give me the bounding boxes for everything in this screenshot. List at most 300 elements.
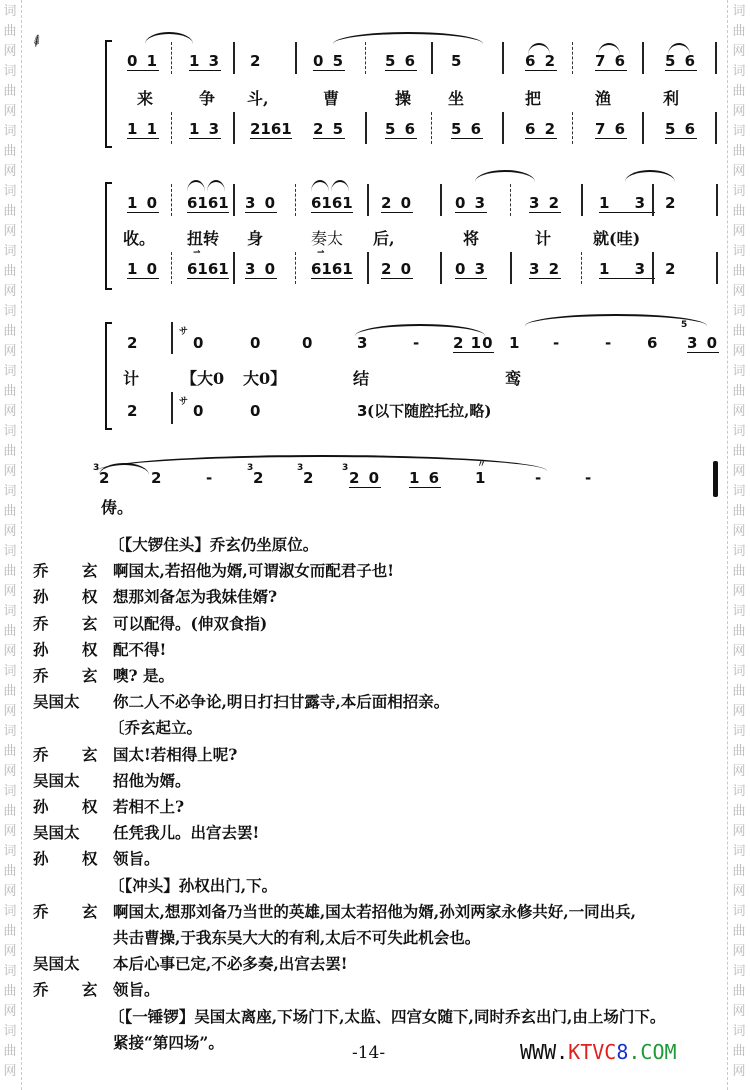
barline <box>502 112 504 144</box>
watermark-char: 曲 <box>3 804 17 819</box>
watermark-char: 网 <box>3 524 17 539</box>
watermark-char: 词 <box>732 1024 746 1039</box>
watermark-char: 词 <box>3 424 17 439</box>
watermark-group <box>0 902 20 962</box>
watermark-char: 词 <box>3 1024 17 1039</box>
watermark-char: 网 <box>732 464 746 479</box>
speaker-name: 孙 权 <box>33 587 112 607</box>
watermark-char: 网 <box>3 1064 17 1079</box>
watermark-group <box>729 422 749 482</box>
watermark-group <box>729 1022 749 1082</box>
lyric: 大0】 <box>243 369 287 388</box>
watermark-char: 词 <box>732 124 746 139</box>
site-suffix: .COM <box>628 1040 677 1064</box>
watermark-group <box>729 722 749 782</box>
watermark-char: 曲 <box>3 264 17 279</box>
voice-note: - <box>413 334 422 352</box>
speaker-name: 孙 权 <box>33 797 112 816</box>
tempo-mark: サ <box>179 327 189 337</box>
accomp-note: 1 1 <box>127 120 160 138</box>
watermark-char: 词 <box>3 484 17 499</box>
watermark-char: 词 <box>732 664 746 679</box>
watermark-char: 网 <box>3 224 17 239</box>
barline <box>365 112 367 144</box>
barline <box>716 184 718 216</box>
watermark-char: 网 <box>3 464 17 479</box>
speech-text: 共击曹操,于我东吴大大的有利,太后不可失此机会也。 <box>113 928 481 947</box>
watermark-char: 曲 <box>3 1044 17 1059</box>
watermark-char: 曲 <box>732 564 746 579</box>
lyric: 就(哇) <box>593 229 641 248</box>
barline <box>233 252 235 284</box>
watermark-group <box>729 302 749 362</box>
barline <box>642 112 644 144</box>
watermark-char: 词 <box>3 304 17 319</box>
barline <box>171 252 172 284</box>
watermark-char: 词 <box>3 904 17 919</box>
watermark-char: 词 <box>732 604 746 619</box>
voice-note: 2 0 <box>381 194 414 212</box>
voice-note: - <box>206 469 215 487</box>
watermark-group <box>0 482 20 542</box>
voice-note: 5 6 <box>385 52 418 70</box>
watermark-char: 曲 <box>732 24 746 39</box>
watermark-char: 词 <box>732 844 746 859</box>
voice-note: 0 1 <box>127 52 160 70</box>
lyric: 把 <box>525 89 542 108</box>
accomp-note: 2161 <box>250 120 292 138</box>
watermark-char: 网 <box>732 1064 746 1079</box>
watermark-char: 曲 <box>732 1044 746 1059</box>
watermark-char: 网 <box>732 824 746 839</box>
watermark-char: 曲 <box>3 24 17 39</box>
speech-text: 想那刘备怎为我妹佳婿? <box>113 587 278 607</box>
watermark-group <box>0 302 20 362</box>
barline <box>652 252 654 284</box>
watermark-group <box>0 782 20 842</box>
watermark-group <box>0 362 20 422</box>
watermark-char: 词 <box>732 244 746 259</box>
grace-note: 3 <box>93 463 100 473</box>
voice-note: 0 <box>250 334 263 352</box>
watermark-char: 网 <box>3 884 17 899</box>
voice-note: 3 0 <box>687 334 720 352</box>
lyric: 争 <box>199 89 216 108</box>
speech-text: 噢? 是。 <box>113 666 174 685</box>
watermark-char: 曲 <box>3 204 17 219</box>
lyric: 收。 <box>123 229 156 248</box>
voice-note: - <box>553 334 562 352</box>
voice-note: 1 3 <box>189 52 222 70</box>
speech-text: 可以配得。(伸双食指) <box>113 613 268 633</box>
site-watermark <box>520 1040 677 1064</box>
watermark-group <box>0 962 20 1022</box>
grace-note: 3 <box>297 463 304 473</box>
watermark-char: 曲 <box>732 144 746 159</box>
watermark-char: 曲 <box>732 684 746 699</box>
speaker-name: 乔 玄 <box>33 561 112 581</box>
accomp-note: 6161 <box>187 260 229 278</box>
accomp-note: 0 3 <box>455 260 488 278</box>
barline <box>295 42 297 74</box>
slur <box>311 180 329 192</box>
watermark-char: 词 <box>732 184 746 199</box>
watermark-char: 网 <box>3 104 17 119</box>
barline <box>440 184 442 216</box>
watermark-char: 词 <box>3 784 17 799</box>
lyric: 来 <box>137 89 154 108</box>
lyric: 结 <box>353 369 370 388</box>
speech-text: 紧接“第四场”。 <box>113 1032 224 1052</box>
watermark-char: 网 <box>3 404 17 419</box>
voice-note: - <box>605 334 614 352</box>
watermark-char: 曲 <box>3 384 17 399</box>
accomp-note: 6 2 <box>525 120 558 138</box>
watermark-char: 词 <box>732 544 746 559</box>
watermark-char: 网 <box>732 224 746 239</box>
site-prefix: WWW. <box>520 1040 569 1064</box>
watermark-char: 曲 <box>3 564 17 579</box>
watermark-char: 网 <box>732 344 746 359</box>
lyric: 奏太 <box>311 229 344 248</box>
voice-note: 2 <box>151 469 164 487</box>
voice-note: 6 <box>647 334 660 352</box>
site-brand-blue: 8 <box>616 1040 629 1064</box>
watermark-char: 词 <box>3 964 17 979</box>
lyric: 扭转 <box>187 229 220 248</box>
watermark-char: 曲 <box>732 984 746 999</box>
speech-text: 任凭我儿。出宫去罢! <box>113 823 260 843</box>
grace-note: 3 <box>247 463 254 473</box>
barline <box>431 42 433 74</box>
lyric: 操 <box>395 89 412 108</box>
watermark-char: 网 <box>3 164 17 179</box>
barline <box>233 42 235 74</box>
slur <box>187 180 205 192</box>
accomp-note: 0 <box>250 402 263 420</box>
voice-note: 3 0 <box>245 194 278 212</box>
voice-note: 2 0 <box>349 469 382 487</box>
watermark-char: 词 <box>732 4 746 19</box>
stage-direction-text: 〔【大锣住头】乔玄仍坐原位。 <box>109 535 319 554</box>
watermark-char: 网 <box>732 584 746 599</box>
watermark-char: 网 <box>732 404 746 419</box>
lyric: 曹 <box>323 89 340 108</box>
voice-note: 2 <box>665 194 678 212</box>
watermark-char: 网 <box>3 944 17 959</box>
grace-note: 5 <box>681 320 688 330</box>
grace-note: 3 <box>342 463 349 473</box>
watermark-group <box>729 842 749 902</box>
system-brace <box>105 322 112 430</box>
barline <box>171 184 172 216</box>
watermark-char: 曲 <box>732 324 746 339</box>
speech-text: 领旨。 <box>113 980 160 1000</box>
barline <box>367 252 369 284</box>
speaker-name: 乔 玄 <box>33 744 112 764</box>
voice-note: 7 6 <box>595 52 628 70</box>
watermark-group <box>0 182 20 242</box>
voice-note: - <box>585 469 594 487</box>
barline <box>715 42 717 74</box>
script-dialogue <box>33 532 723 1052</box>
watermark-char: 网 <box>732 284 746 299</box>
score-system-3 <box>105 322 725 432</box>
speech-text: 招他为婿。 <box>113 770 191 790</box>
watermark-char: 曲 <box>3 444 17 459</box>
watermark-char: 曲 <box>732 924 746 939</box>
barline <box>572 42 573 74</box>
lyric: 渔 <box>595 89 612 108</box>
voice-note: 3 2 <box>529 194 562 212</box>
watermark-char: 网 <box>732 104 746 119</box>
accomp-note: 5 6 <box>451 120 484 138</box>
speech-text: 啊国太,若招他为婿,可谓淑女而配君子也! <box>113 561 395 581</box>
watermark-char: 词 <box>3 184 17 199</box>
speaker-name: 乔 玄 <box>33 901 112 921</box>
watermark-char: 曲 <box>732 864 746 879</box>
watermark-char: 词 <box>732 364 746 379</box>
barline <box>295 252 296 284</box>
watermark-group <box>729 602 749 662</box>
page-number: -14- <box>352 1043 386 1063</box>
accent-arrow-icon: ⇀ <box>317 248 325 258</box>
lyric: 鸾 <box>505 369 522 388</box>
voice-note: 0 <box>302 334 315 352</box>
accomp-note: 5 6 <box>385 120 418 138</box>
accomp-note: 2 0 <box>381 260 414 278</box>
watermark-group <box>0 1022 20 1082</box>
watermark-char: 网 <box>3 764 17 779</box>
voice-note: 6161 <box>187 194 229 212</box>
watermark-char: 词 <box>3 604 17 619</box>
watermark-char: 曲 <box>3 144 17 159</box>
right-margin-rule <box>727 0 728 1090</box>
lyric: 计 <box>535 229 552 248</box>
barline <box>171 42 172 74</box>
watermark-char: 曲 <box>732 804 746 819</box>
fermata-mark: 〃 <box>477 460 487 470</box>
watermark-char: 网 <box>3 644 17 659</box>
watermark-char: 词 <box>3 64 17 79</box>
watermark-group <box>0 2 20 62</box>
left-watermark-column <box>0 0 20 1082</box>
watermark-char: 曲 <box>3 984 17 999</box>
barline <box>642 42 644 74</box>
voice-note: 1 3 <box>599 194 656 212</box>
slur <box>333 32 483 44</box>
watermark-char: 词 <box>732 64 746 79</box>
voice-note: 2 <box>250 52 263 70</box>
watermark-char: 网 <box>732 704 746 719</box>
accomp-note: 3 <box>357 402 370 420</box>
watermark-char: 网 <box>732 944 746 959</box>
watermark-group <box>729 122 749 182</box>
speech-text: 配不得! <box>113 639 167 659</box>
accomp-note: 3 2 <box>529 260 562 278</box>
barline <box>510 184 511 216</box>
watermark-group <box>0 242 20 302</box>
final-barline <box>713 461 718 497</box>
watermark-char: 曲 <box>3 864 17 879</box>
speaker-name: 吴国太 <box>33 770 80 790</box>
voice-note: 0 3 <box>455 194 488 212</box>
watermark-group <box>0 422 20 482</box>
voice-note: 1 <box>475 469 488 487</box>
barline <box>715 112 717 144</box>
barline <box>716 252 718 284</box>
barline <box>431 112 432 144</box>
speech-text: 国太!若相得上呢? <box>113 744 238 764</box>
speaker-name: 乔 玄 <box>33 980 112 1000</box>
speaker-name: 乔 玄 <box>33 613 112 633</box>
voice-note: 2 <box>303 469 316 487</box>
score-system-4 <box>93 455 725 517</box>
watermark-group <box>0 602 20 662</box>
watermark-char: 曲 <box>732 264 746 279</box>
voice-note: 1 0 <box>127 194 160 212</box>
watermark-char: 曲 <box>732 744 746 759</box>
site-brand-red: KTVC <box>568 1040 617 1064</box>
voice-note: 2 <box>127 334 140 352</box>
watermark-char: 曲 <box>3 684 17 699</box>
barline <box>295 184 296 216</box>
voice-note: 2 <box>253 469 266 487</box>
accomp-note: 1 0 <box>127 260 160 278</box>
watermark-char: 网 <box>732 164 746 179</box>
speech-text: 若相不上? <box>113 797 185 816</box>
watermark-char: 曲 <box>732 84 746 99</box>
watermark-char: 网 <box>3 824 17 839</box>
lyric: 将 <box>463 229 480 248</box>
watermark-group <box>729 662 749 722</box>
watermark-char: 网 <box>732 524 746 539</box>
accomp-note: 3 0 <box>245 260 278 278</box>
watermark-char: 网 <box>3 44 17 59</box>
watermark-group <box>729 182 749 242</box>
watermark-char: 网 <box>3 584 17 599</box>
ink-blot-mark: ⸙ <box>26 28 47 53</box>
watermark-group <box>0 62 20 122</box>
watermark-char: 网 <box>3 284 17 299</box>
lyric: 计 <box>123 369 140 388</box>
watermark-group <box>729 2 749 62</box>
barline <box>572 112 573 144</box>
watermark-char: 网 <box>732 644 746 659</box>
speech-text: 你二人不必争论,明日打扫甘露寺,本后面相招亲。 <box>113 692 450 712</box>
accomp-note: 5 6 <box>665 120 698 138</box>
lyric: 【大0 <box>181 369 225 388</box>
accent-arrow-icon: ⇀ <box>193 248 201 258</box>
slur <box>475 170 535 182</box>
watermark-char: 曲 <box>732 504 746 519</box>
watermark-char: 曲 <box>732 624 746 639</box>
stage-direction-text: 〔乔玄起立。 <box>109 718 203 738</box>
watermark-char: 网 <box>3 704 17 719</box>
watermark-char: 曲 <box>3 324 17 339</box>
watermark-char: 词 <box>3 544 17 559</box>
accomp-note: 1 3 <box>599 260 656 278</box>
left-margin-rule <box>21 0 22 1090</box>
watermark-char: 词 <box>732 484 746 499</box>
barline <box>581 184 583 216</box>
accomp-note: 7 6 <box>595 120 628 138</box>
lyric: 俦。 <box>101 498 134 517</box>
tempo-mark: サ <box>179 397 189 407</box>
stage-direction-text: 〔【一锤锣】吴国太离座,下场门下,太监、四宫女随下,同时乔玄出门,由上场门下。 <box>109 1006 666 1026</box>
watermark-char: 曲 <box>3 624 17 639</box>
watermark-char: 词 <box>3 724 17 739</box>
watermark-char: 词 <box>732 784 746 799</box>
lyric: 斗, <box>247 89 269 108</box>
score-system-2 <box>105 182 725 292</box>
voice-note: 1 6 <box>409 469 442 487</box>
watermark-char: 网 <box>732 44 746 59</box>
barline <box>365 42 366 74</box>
slur <box>625 170 675 182</box>
watermark-group <box>0 722 20 782</box>
slur <box>331 180 349 192</box>
barline <box>652 184 654 216</box>
slur <box>145 32 193 44</box>
watermark-char: 曲 <box>3 924 17 939</box>
voice-note: 3 <box>357 334 370 352</box>
watermark-char: 曲 <box>732 204 746 219</box>
speaker-name: 吴国太 <box>33 692 80 712</box>
barline <box>440 252 442 284</box>
watermark-group <box>729 962 749 1022</box>
accomp-note: 0 <box>193 402 206 420</box>
watermark-char: 词 <box>732 304 746 319</box>
system-brace <box>105 182 112 290</box>
watermark-group <box>729 782 749 842</box>
speaker-name: 孙 权 <box>33 849 112 869</box>
speech-text: 领旨。 <box>113 849 160 869</box>
speaker-name: 吴国太 <box>33 954 80 974</box>
voice-note: 1 <box>509 334 522 352</box>
barline <box>171 322 173 354</box>
barline <box>233 112 235 144</box>
watermark-char: 曲 <box>3 744 17 759</box>
accomp-note: 2 5 <box>313 120 346 138</box>
watermark-group <box>0 662 20 722</box>
barline <box>581 252 582 284</box>
watermark-char: 网 <box>3 344 17 359</box>
watermark-group <box>729 62 749 122</box>
speaker-name: 吴国太 <box>33 823 80 843</box>
voice-note: 6161 <box>311 194 353 212</box>
watermark-char: 曲 <box>732 444 746 459</box>
barline <box>502 42 504 74</box>
lyric: 身 <box>247 229 264 248</box>
lyric: 后, <box>373 229 395 248</box>
voice-note: 5 6 <box>665 52 698 70</box>
voice-note: 2 10 <box>453 334 494 352</box>
watermark-char: 词 <box>732 724 746 739</box>
watermark-group <box>729 542 749 602</box>
voice-note: 5 <box>451 52 464 70</box>
watermark-char: 曲 <box>732 384 746 399</box>
watermark-group <box>0 842 20 902</box>
watermark-char: 网 <box>732 884 746 899</box>
watermark-char: 词 <box>732 424 746 439</box>
watermark-char: 词 <box>3 364 17 379</box>
watermark-char: 曲 <box>3 84 17 99</box>
accomp-note: 2 <box>127 402 140 420</box>
watermark-char: 词 <box>732 964 746 979</box>
watermark-char: 词 <box>3 244 17 259</box>
watermark-char: 词 <box>3 124 17 139</box>
